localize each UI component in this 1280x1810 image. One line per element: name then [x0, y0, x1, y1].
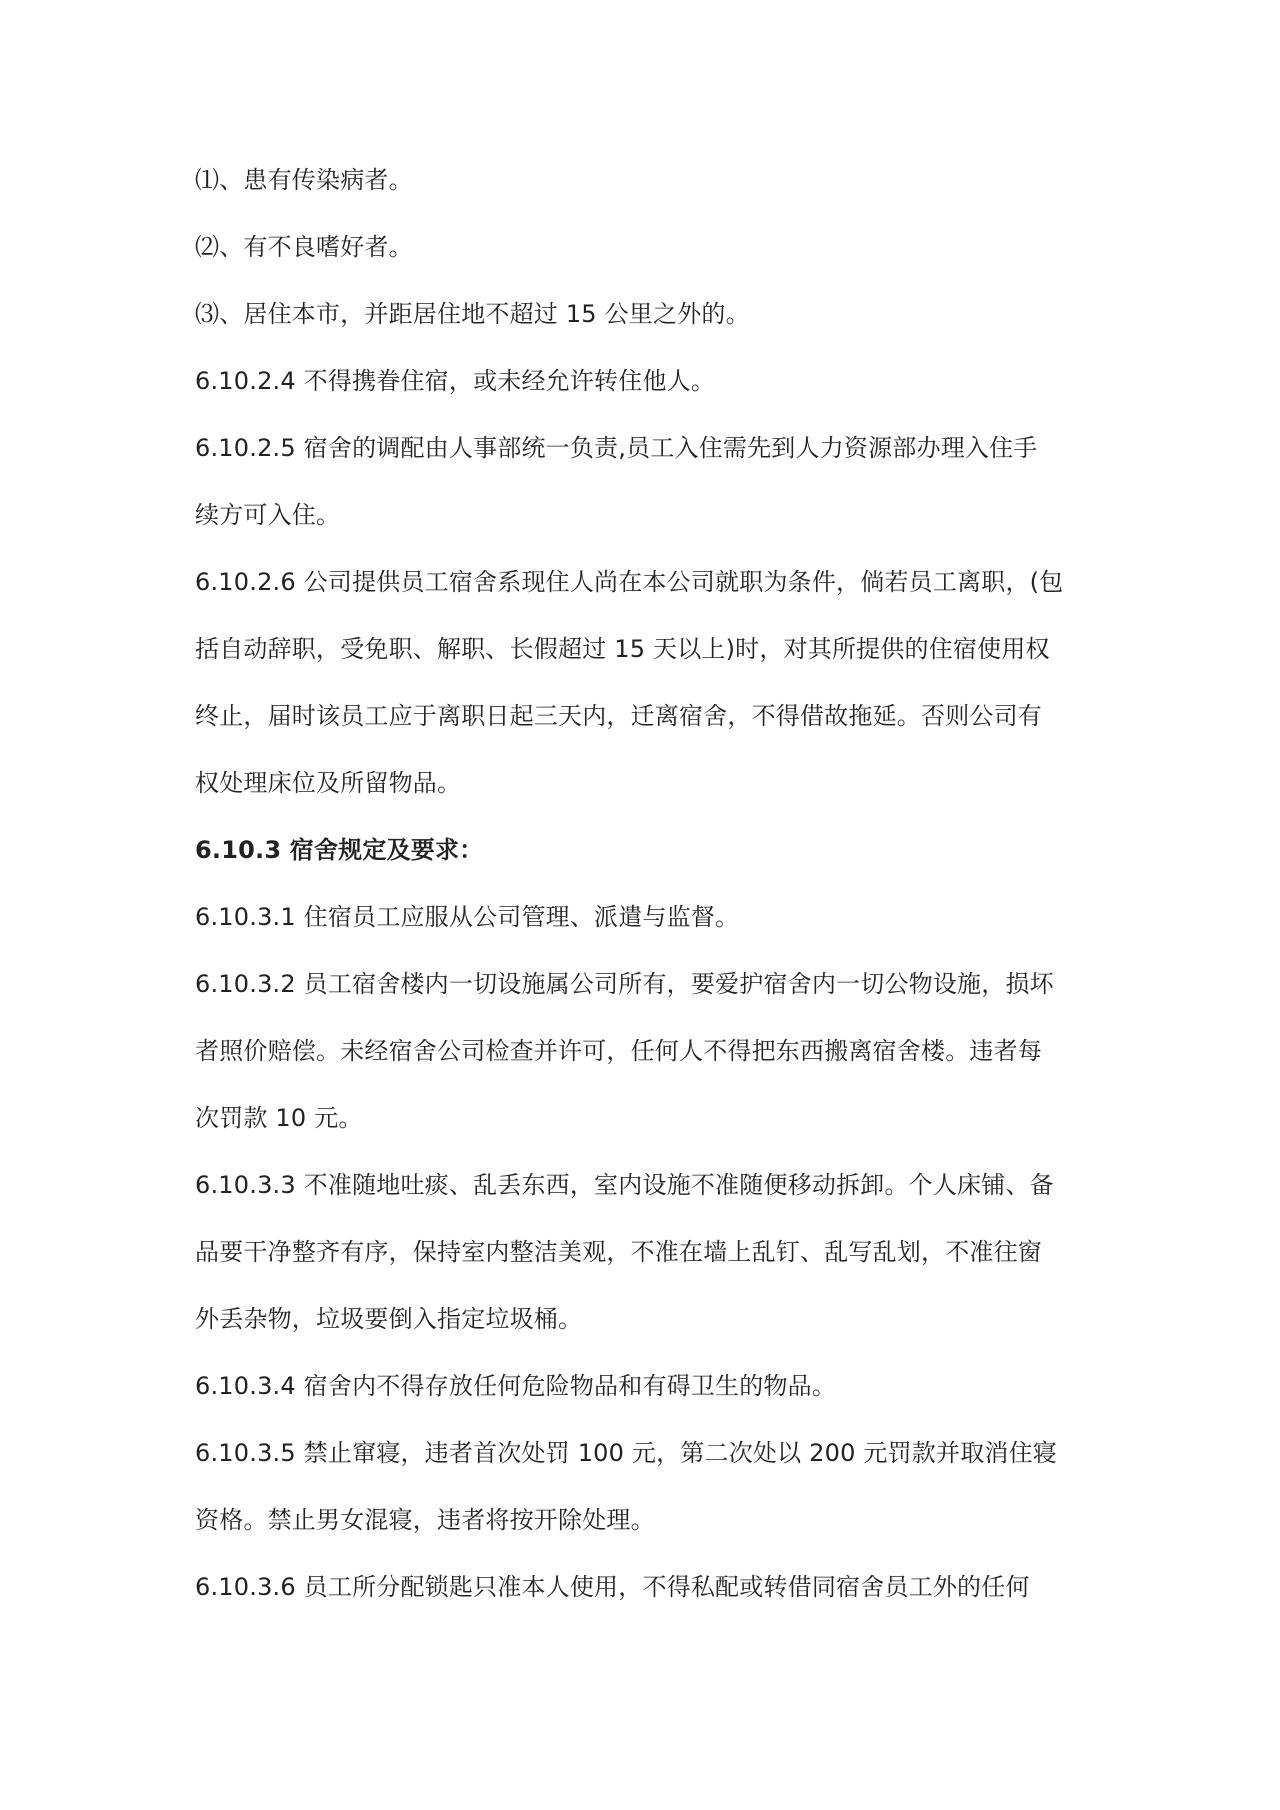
clause-6-10-3-2-line-3: 次罚款 10 元。	[195, 1104, 363, 1132]
clause-6-10-2-4: 6.10.2.4 不得携眷住宿，或未经允许转住他人。	[195, 367, 716, 395]
clause-6-10-3-1: 6.10.3.1 住宿员工应服从公司管理、派遣与监督。	[195, 903, 740, 931]
document-body	[195, 165, 1095, 1639]
clause-6-10-3-2-line-1: 6.10.3.2 员工宿舍楼内一切设施属公司所有，要爱护宿舍内一切公物设施，损坏	[195, 970, 1054, 998]
list-item-1: ⑴、患有传染病者。	[195, 166, 413, 194]
clause-6-10-3-3-line-3: 外丢杂物，垃圾要倒入指定垃圾桶。	[195, 1305, 583, 1333]
clause-6-10-2-5-line-2: 续方可入住。	[195, 501, 341, 529]
clause-6-10-3-4: 6.10.3.4 宿舍内不得存放任何危险物品和有碍卫生的物品。	[195, 1372, 837, 1400]
clause-6-10-3-3-line-2: 品要干净整齐有序，保持室内整洁美观，不准在墙上乱钉、乱写乱划，不准往窗	[195, 1238, 1042, 1266]
list-item-3: ⑶、居住本市，并距居住地不超过 15 公里之外的。	[195, 300, 750, 328]
clause-6-10-3-5-line-1: 6.10.3.5 禁止窜寝，违者首次处罚 100 元，第二次处以 200 元罚款并取消住寝	[195, 1439, 1057, 1467]
clause-6-10-2-6-line-4: 权处理床位及所留物品。	[195, 769, 462, 797]
clause-6-10-3-5-line-2: 资格。禁止男女混寝，违者将按开除处理。	[195, 1506, 655, 1534]
list-item-2: ⑵、有不良嗜好者。	[195, 233, 413, 261]
clause-6-10-2-5-line-1: 6.10.2.5 宿舍的调配由人事部统一负责,员工入住需先到人力资源部办理入住手	[195, 434, 1038, 462]
clause-6-10-2-6-line-3: 终止，届时该员工应于离职日起三天内，迁离宿舍，不得借故拖延。否则公司有	[195, 702, 1042, 730]
clause-6-10-2-6-line-1: 6.10.2.6 公司提供员工宿舍系现住人尚在本公司就职为条件，倘若员工离职，(包	[195, 568, 1064, 596]
section-heading-6-10-3: 6.10.3 宿舍规定及要求：	[195, 836, 484, 864]
clause-6-10-3-6-line-1: 6.10.3.6 员工所分配锁匙只准本人使用，不得私配或转借同宿舍员工外的任何	[195, 1573, 1030, 1601]
clause-6-10-2-6-line-2: 括自动辞职，受免职、解职、长假超过 15 天以上)时，对其所提供的住宿使用权	[195, 635, 1050, 663]
clause-6-10-3-3-line-1: 6.10.3.3 不准随地吐痰、乱丢东西，室内设施不准随便移动拆卸。个人床铺、备	[195, 1171, 1054, 1199]
clause-6-10-3-2-line-2: 者照价赔偿。未经宿舍公司检查并许可，任何人不得把东西搬离宿舍楼。违者每	[195, 1037, 1042, 1065]
